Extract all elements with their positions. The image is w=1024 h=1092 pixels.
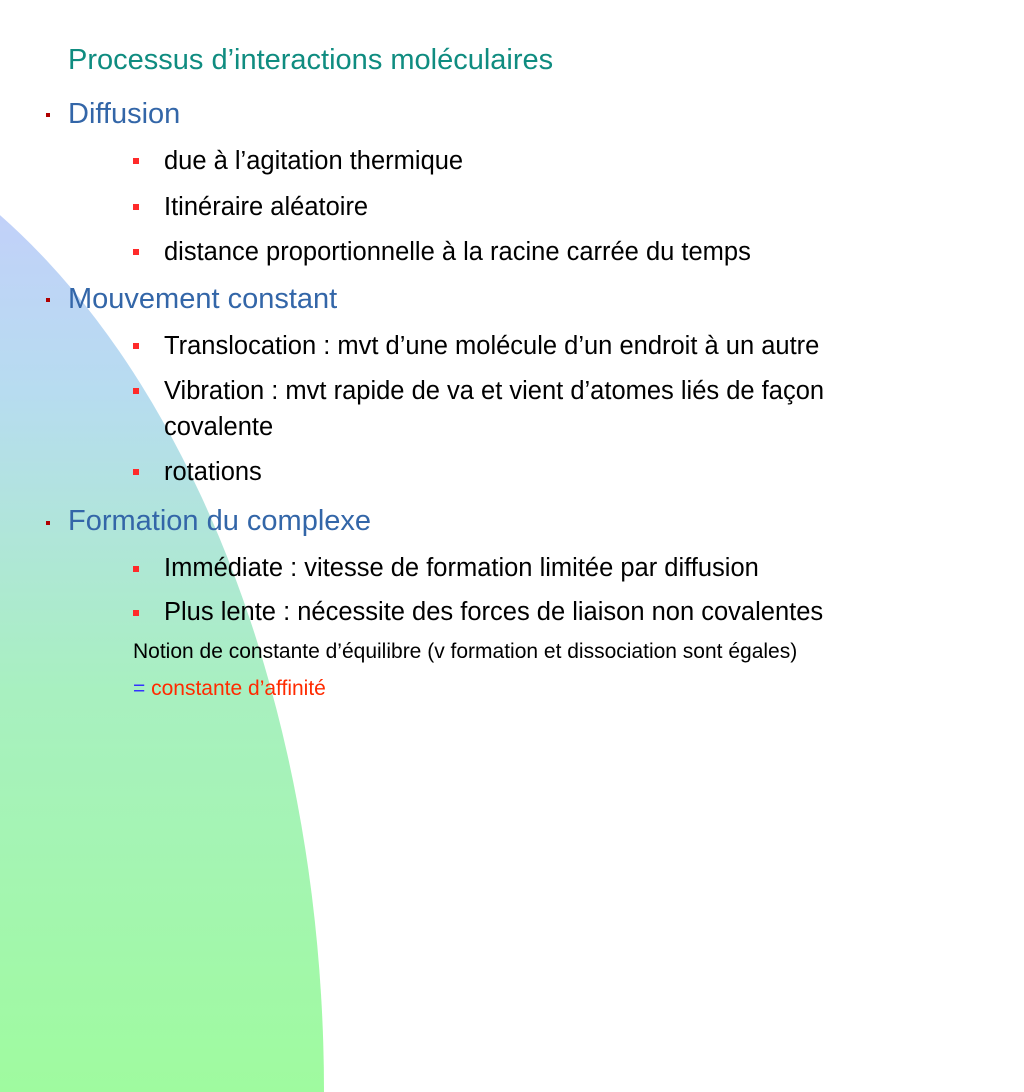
slide-title: Processus d’interactions moléculaires <box>68 44 554 76</box>
bullet-marker <box>46 113 50 117</box>
list-item: Immédiate : vitesse de formation limitée par diffusion <box>164 554 759 582</box>
bullet-marker <box>133 158 139 164</box>
list-item: Itinéraire aléatoire <box>164 193 369 221</box>
bullet-marker <box>133 204 139 210</box>
list-item: Vibration : mvt rapide de va et vient d’atomes liés de façon <box>164 377 825 405</box>
section-heading-diffusion: Diffusion <box>68 98 181 130</box>
bullet-marker <box>133 343 139 349</box>
bullet-marker <box>133 566 139 572</box>
section-heading-formation: Formation du complexe <box>68 505 372 537</box>
bullet-marker <box>133 469 139 475</box>
equilibrium-note: Notion de constante d’équilibre (v formation et dissociation sont égales) <box>133 640 798 663</box>
equals-sign: = <box>133 677 146 700</box>
list-item: Translocation : mvt d’une molécule d’un endroit à un autre <box>164 332 820 360</box>
affinity-text: constante d’affinité <box>151 677 326 700</box>
bullet-marker <box>46 298 50 302</box>
section-heading-mouvement: Mouvement constant <box>68 283 338 315</box>
list-item: due à l’agitation thermique <box>164 147 464 175</box>
bullet-marker <box>133 388 139 394</box>
list-item: Plus lente : nécessite des forces de liaison non covalentes <box>164 598 824 626</box>
bullet-marker <box>133 610 139 616</box>
list-item-continuation: covalente <box>164 413 274 441</box>
list-item: distance proportionnelle à la racine carrée du temps <box>164 238 751 266</box>
affinity-line <box>133 675 326 703</box>
bullet-marker <box>46 521 50 525</box>
bullet-marker <box>133 249 139 255</box>
list-item: rotations <box>164 458 262 486</box>
